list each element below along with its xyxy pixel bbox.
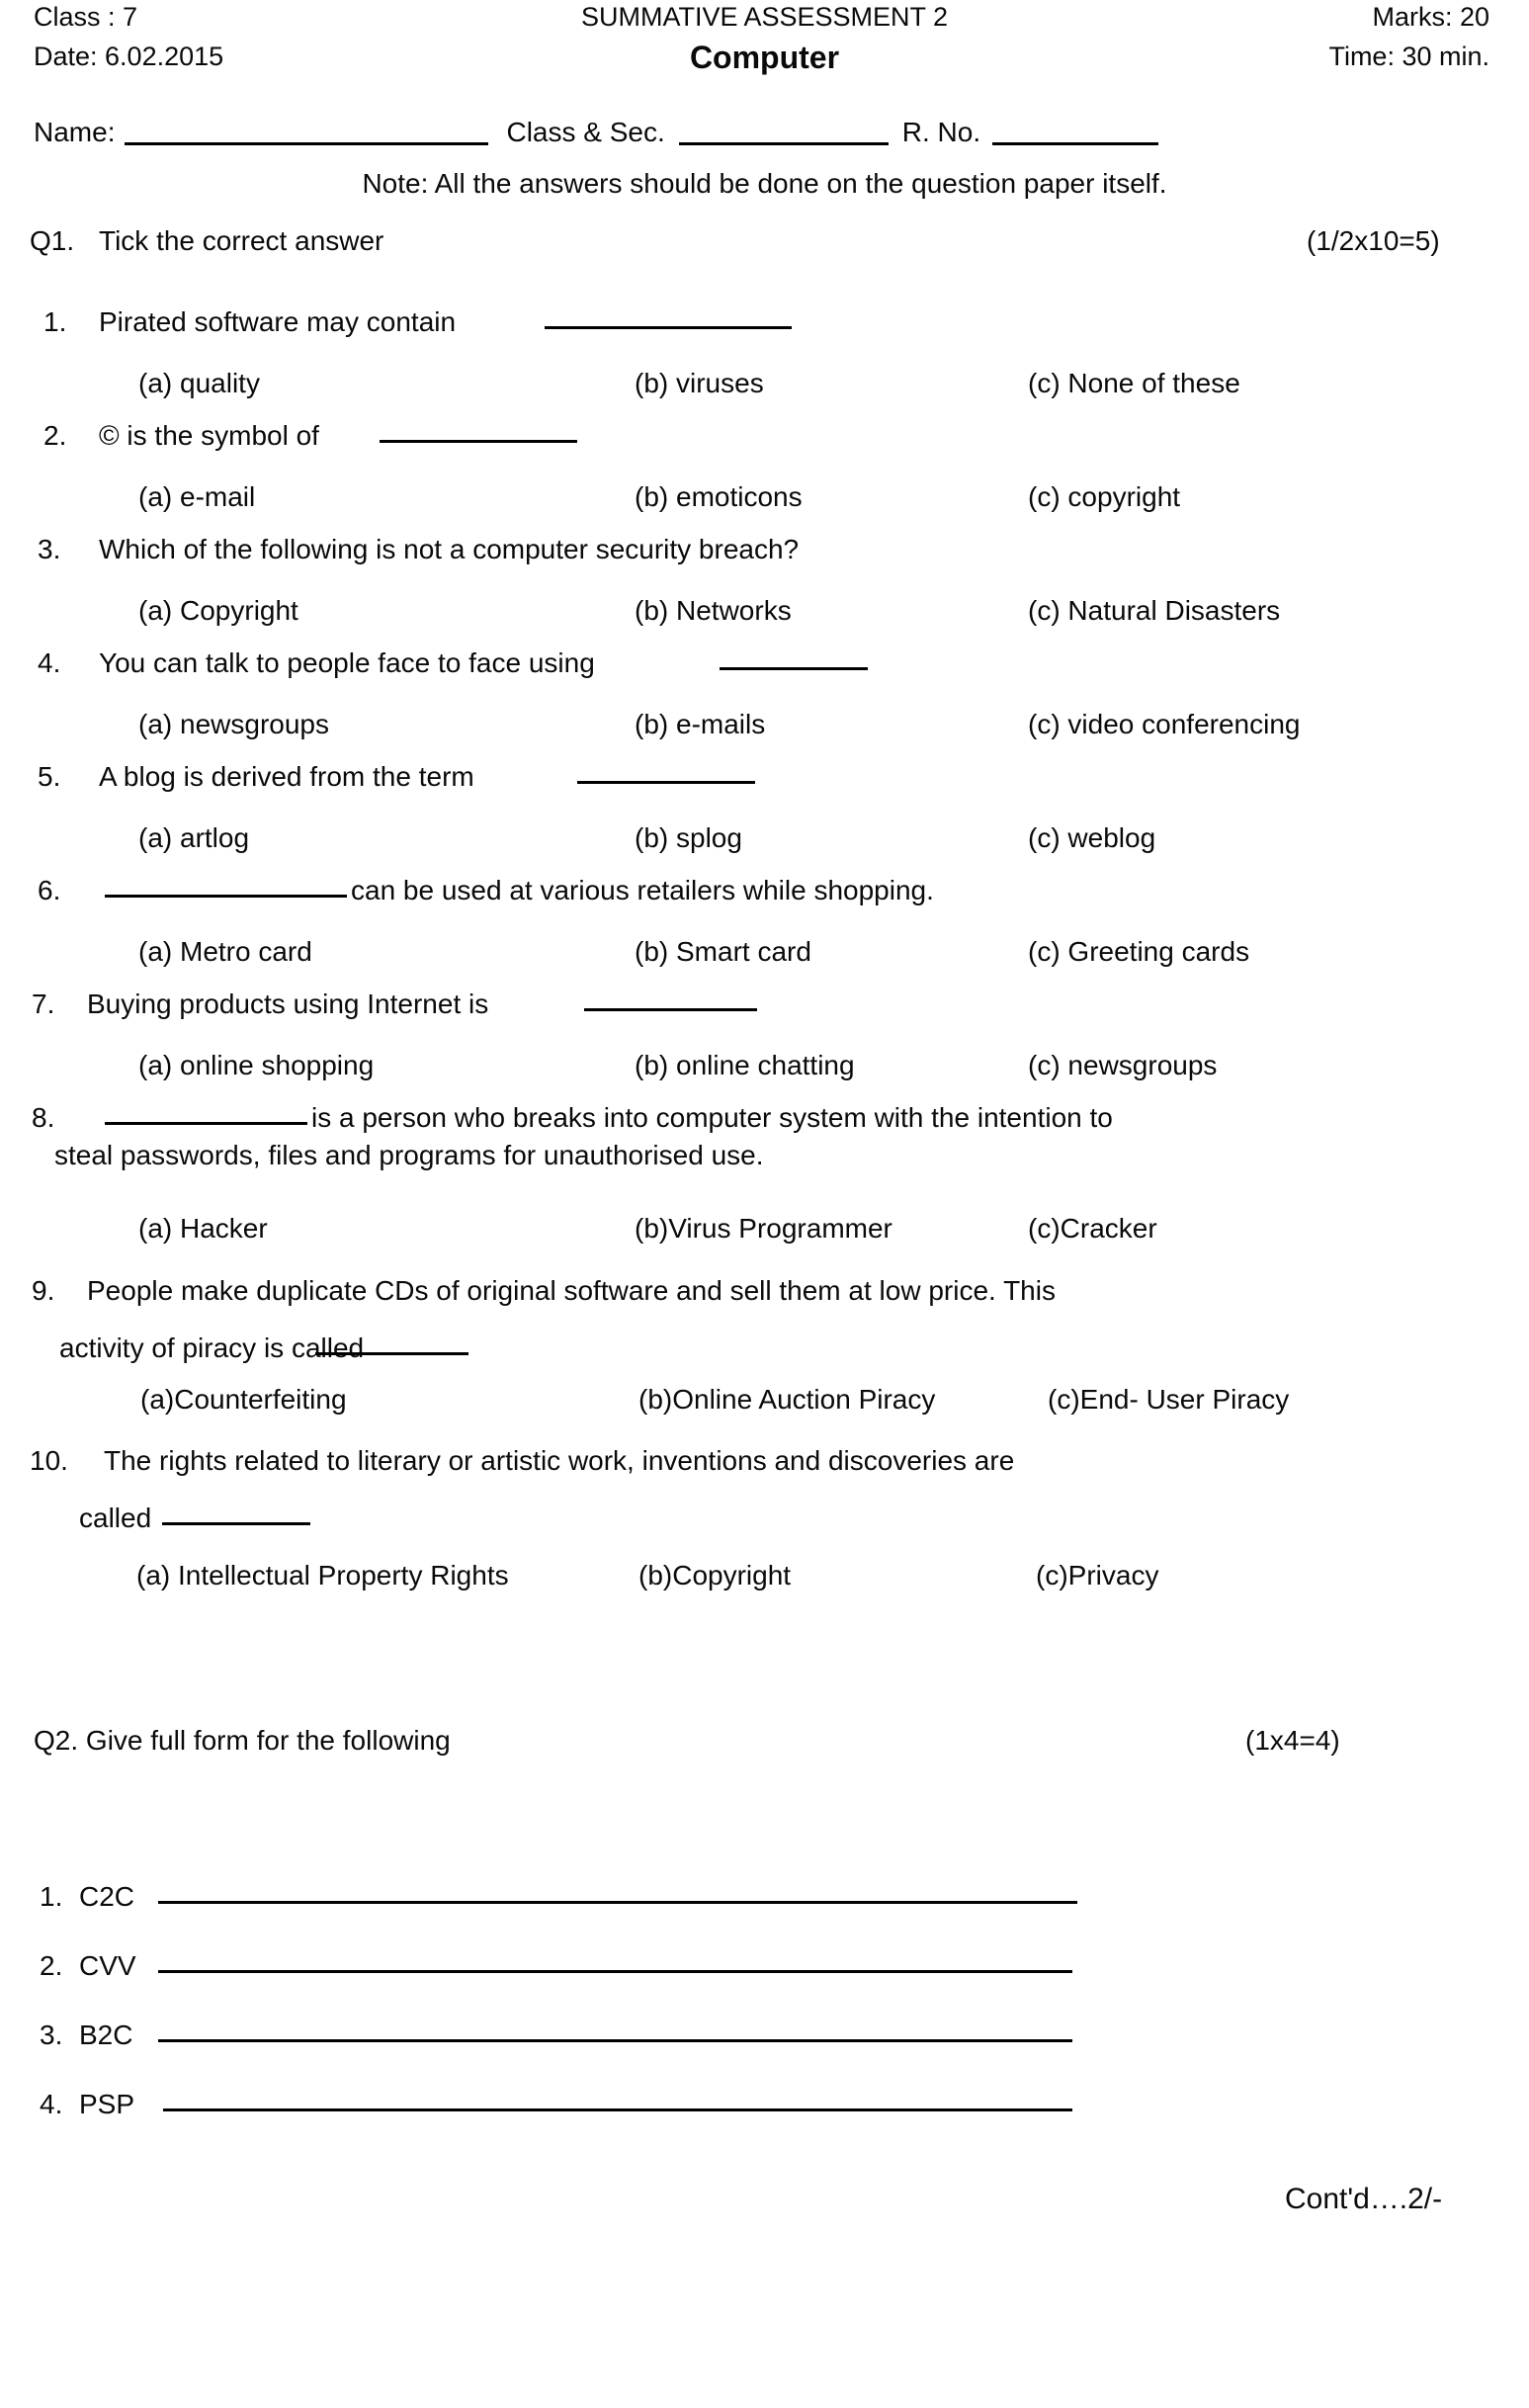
q1-item-6-blank[interactable] [105,875,347,898]
name-label: Name: [34,117,116,147]
name-input-rule[interactable] [125,121,488,145]
q1-item-5-blank[interactable] [577,761,755,784]
page-header [0,0,1529,89]
q1-item-9-blank[interactable] [315,1333,468,1355]
q1-item-7-option-c[interactable]: (c) newsgroups [1028,1050,1218,1080]
q1-item-8-stem-line1: is a person who breaks into computer system with the intention to [311,1102,1113,1133]
q2-item-1-term: C2C [79,1881,135,1912]
q1-item-8-option-a[interactable]: (a) Hacker [138,1213,268,1244]
class-sec-input-rule[interactable] [679,121,889,145]
q2-item-4-term: PSP [79,2089,135,2119]
q1-item-10-blank[interactable] [162,1503,310,1525]
q1-item-3-option-a[interactable]: (a) Copyright [138,595,298,626]
q1-item-10-number: 10. [30,1445,68,1476]
identity-line [34,117,1516,148]
q1-item-1-number: 1. [43,306,67,337]
q1-item-5-number: 5. [38,761,61,792]
q2-item-3-answer-rule[interactable] [158,2020,1072,2042]
q2-heading: Q2. Give full form for the following [34,1725,451,1756]
class-sec-label: Class & Sec. [506,117,665,147]
q1-item-8-number: 8. [32,1102,55,1133]
q2-item-2-answer-rule[interactable] [158,1950,1072,1973]
q1-marks: (1/2x10=5) [1307,225,1440,256]
q1-item-6-stem: can be used at various retailers while shopping. [351,875,934,905]
q1-item-5-option-b[interactable]: (b) splog [635,822,742,853]
marks-label: Marks: 20 [1372,2,1489,32]
q2-item-2-term: CVV [79,1950,136,1981]
q1-item-2-option-b[interactable]: (b) emoticons [635,481,803,512]
q1-instruction: Tick the correct answer [99,225,384,256]
q1-item-10-option-b[interactable]: (b)Copyright [638,1560,792,1591]
instructions-note: Note: All the answers should be done on the question paper itself. [362,168,1167,199]
q1-item-8-blank[interactable] [105,1102,307,1125]
q1-item-6-number: 6. [38,875,61,905]
q1-item-9-option-b[interactable]: (b)Online Auction Piracy [638,1384,936,1415]
date-label: Date: 6.02.2015 [34,42,224,71]
roll-no-input-rule[interactable] [992,121,1158,145]
q1-item-7-stem: Buying products using Internet is [87,989,489,1019]
q1-item-2-option-c[interactable]: (c) copyright [1028,481,1181,512]
q1-item-9-stem-line1: People make duplicate CDs of original software and sell them at low price. This [87,1275,1056,1306]
q1-item-4-blank[interactable] [720,647,868,670]
q1-item-8-option-b[interactable]: (b)Virus Programmer [635,1213,892,1244]
q2-item-4-answer-rule[interactable] [163,2089,1072,2111]
q1-item-4-option-b[interactable]: (b) e-mails [635,709,766,739]
q1-item-10-stem-line1: The rights related to literary or artistic work, inventions and discoveries are [104,1445,1015,1476]
q1-item-9-number: 9. [32,1275,55,1306]
q2-marks: (1x4=4) [1245,1725,1340,1756]
q1-item-7-blank[interactable] [584,989,757,1011]
q2-item-1-number: 1. [40,1881,63,1912]
q1-item-3-option-c[interactable]: (c) Natural Disasters [1028,595,1281,626]
continued-note: Cont'd….2/- [1285,2183,1443,2215]
time-label: Time: 30 min. [1328,42,1489,71]
q1-item-2-stem: © is the symbol of [99,420,319,451]
header-row-top [0,2,1529,42]
subject-title: Computer [689,40,840,75]
q1-item-4-stem: You can talk to people face to face using [99,647,595,678]
q1-item-2-blank[interactable] [380,420,577,443]
q2-item-1-answer-rule[interactable] [158,1881,1077,1904]
q1-item-1-stem: Pirated software may contain [99,306,457,337]
header-row-bottom [0,42,1529,81]
q1-item-1-option-b[interactable]: (b) viruses [635,368,764,398]
q1-item-3-number: 3. [38,534,61,564]
q1-item-2-option-a[interactable]: (a) e-mail [138,481,256,512]
q2-item-4-number: 4. [40,2089,63,2119]
q1-item-4-number: 4. [38,647,61,678]
q1-item-7-option-b[interactable]: (b) online chatting [635,1050,855,1080]
q1-item-1-blank[interactable] [545,306,792,329]
q2-item-2-number: 2. [40,1950,63,1981]
q1-item-6-option-b[interactable]: (b) Smart card [635,936,811,967]
q2-item-3-term: B2C [79,2020,133,2050]
q1-item-4-option-a[interactable]: (a) newsgroups [138,709,329,739]
q1-item-5-option-c[interactable]: (c) weblog [1028,822,1156,853]
q1-item-10-option-c[interactable]: (c)Privacy [1036,1560,1159,1591]
q1-item-8-option-c[interactable]: (c)Cracker [1028,1213,1157,1244]
q1-item-1-option-a[interactable]: (a) quality [138,368,260,398]
roll-no-label: R. No. [901,117,981,147]
q1-item-6-option-c[interactable]: (c) Greeting cards [1028,936,1250,967]
class-label: Class : 7 [34,2,138,32]
q1-item-5-stem: A blog is derived from the term [99,761,474,792]
q1-item-3-stem: Which of the following is not a computer security breach? [99,534,800,564]
q1-item-10-option-a[interactable]: (a) Intellectual Property Rights [136,1560,509,1591]
q1-item-7-number: 7. [32,989,55,1019]
q1-item-7-option-a[interactable]: (a) online shopping [138,1050,375,1080]
q1-item-9-stem-line2: activity of piracy is called [59,1333,365,1363]
q1-item-9-option-a[interactable]: (a)Counterfeiting [140,1384,347,1415]
q1-item-9-option-c[interactable]: (c)End- User Piracy [1048,1384,1290,1415]
q1-item-5-option-a[interactable]: (a) artlog [138,822,250,853]
q1-item-1-option-c[interactable]: (c) None of these [1028,368,1240,398]
q1-item-3-option-b[interactable]: (b) Networks [635,595,792,626]
q1-number: Q1. [30,225,75,256]
q1-item-4-option-c[interactable]: (c) video conferencing [1028,709,1301,739]
q1-item-10-stem-line2: called [79,1503,152,1533]
q1-item-8-stem-line2: steal passwords, files and programs for unauthorised use. [54,1140,764,1170]
exam-title: SUMMATIVE ASSESSMENT 2 [580,2,949,32]
q2-item-3-number: 3. [40,2020,63,2050]
q1-item-2-number: 2. [43,420,67,451]
q1-item-6-option-a[interactable]: (a) Metro card [138,936,312,967]
